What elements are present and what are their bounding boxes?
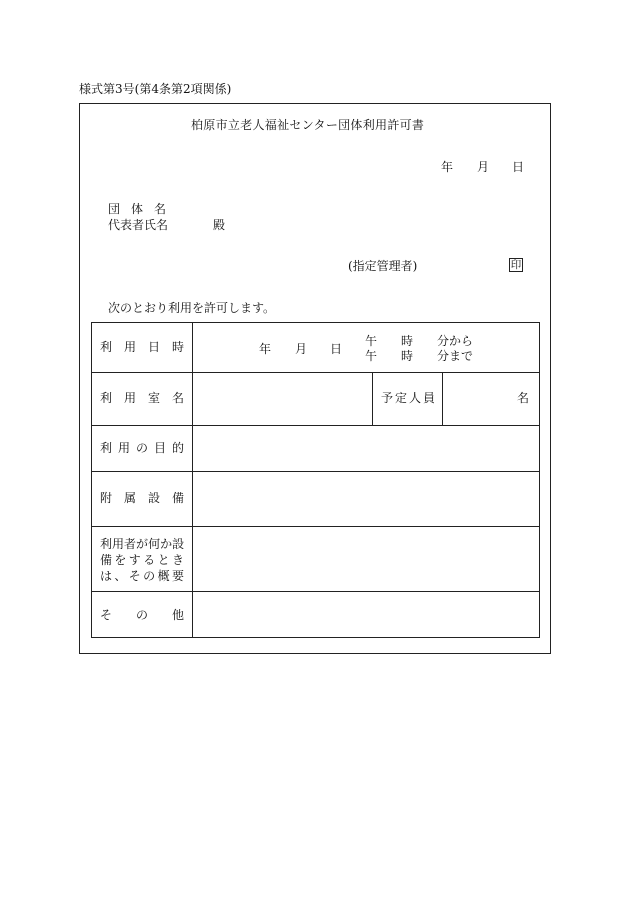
label-usage-datetime: 利 用 日 時: [100, 340, 184, 354]
people-unit: 名: [517, 391, 530, 405]
usage-day: 日: [330, 342, 343, 356]
end-hour: 時: [401, 349, 414, 363]
form-number: 様式第3号(第4条第2項関係): [79, 82, 232, 96]
issue-date-day: 日: [512, 160, 525, 174]
document-title: 柏原市立老人福祉センター団体利用許可書: [191, 118, 425, 132]
label-setup-summary-line3: は 、 そ の 概 要: [100, 569, 184, 583]
intro-text: 次のとおり利用を許可します。: [108, 301, 276, 315]
issue-date-year: 年: [441, 160, 454, 174]
start-hour: 時: [401, 334, 414, 348]
row-divider: [92, 526, 539, 527]
label-setup-summary-line2: 備 を す る と き: [100, 553, 184, 567]
label-other: そ の 他: [100, 608, 184, 622]
label-equipment: 附 属 設 備: [100, 491, 184, 505]
label-column-divider: [192, 323, 193, 637]
row-divider: [92, 372, 539, 373]
room-column-divider: [372, 372, 373, 425]
issuer-label: (指定管理者): [348, 259, 418, 273]
label-room-name: 利 用 室 名: [100, 391, 184, 405]
label-setup-summary-line1: 利 用 者 が 何 か 設: [100, 537, 185, 551]
permit-table: [91, 322, 540, 638]
usage-month: 月: [295, 342, 308, 356]
issue-date-month: 月: [477, 160, 490, 174]
planned-people-label: 予 定 人 員: [381, 391, 435, 405]
start-minute: 分から: [437, 334, 474, 348]
end-ampm: 午: [365, 349, 378, 363]
end-minute: 分まで: [437, 349, 474, 363]
start-ampm: 午: [365, 334, 378, 348]
group-name-label: 団 体 名: [108, 202, 166, 216]
representative-label: 代表者氏名: [108, 218, 169, 232]
people-column-divider: [442, 372, 443, 425]
row-divider: [92, 591, 539, 592]
seal-mark: 印: [510, 259, 522, 271]
usage-year: 年: [259, 342, 272, 356]
honorific: 殿: [213, 218, 226, 232]
label-purpose: 利 用 の 目 的: [100, 441, 184, 455]
row-divider: [92, 471, 539, 472]
row-divider: [92, 425, 539, 426]
